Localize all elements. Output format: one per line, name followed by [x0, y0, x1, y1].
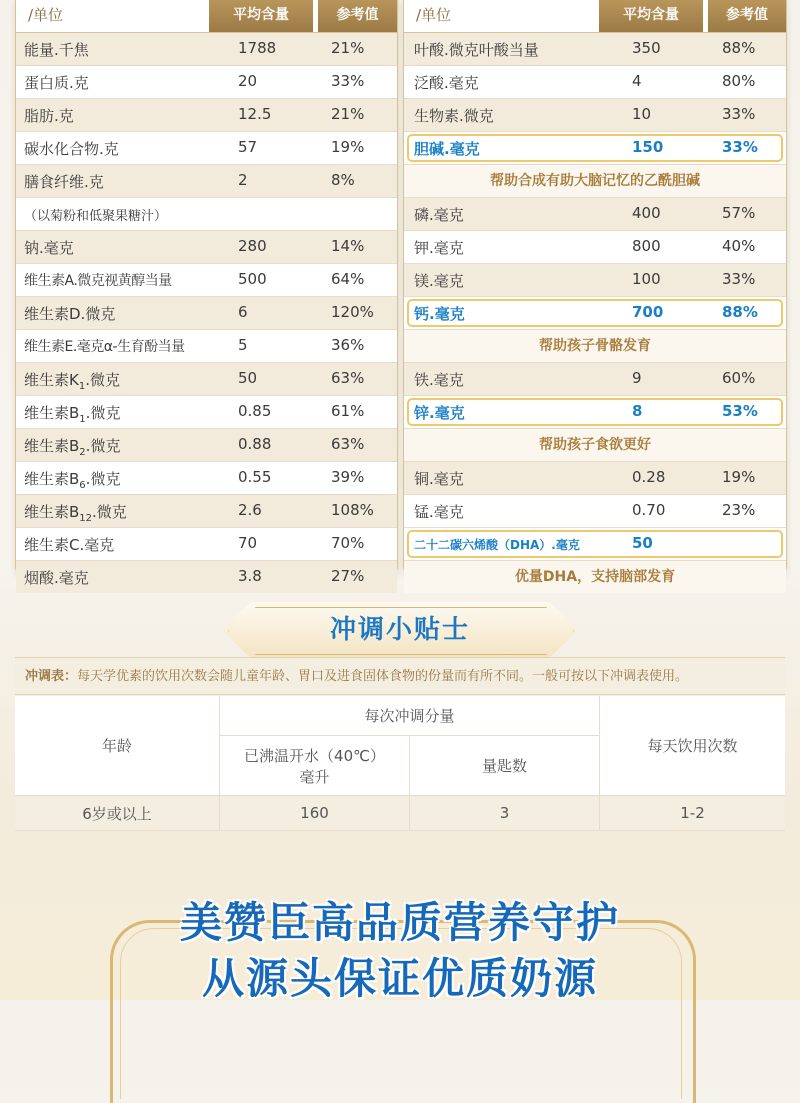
nutrient-value: 2 [238, 171, 248, 189]
nutrient-ref: 8% [331, 171, 355, 189]
table-header [16, 0, 397, 33]
nutrient-value: 3.8 [238, 567, 262, 585]
ref-header: 参考值 [318, 0, 397, 32]
table-row [404, 264, 786, 297]
nutrient-value: 500 [238, 270, 267, 288]
table-row-highlight [404, 297, 786, 330]
nutrient-name: 锰.毫克 [414, 503, 464, 521]
table-row [404, 66, 786, 99]
nutrient-value: 9 [632, 369, 642, 387]
nutrient-name: 钠.毫克 [24, 239, 74, 257]
daily-header: 每天饮用次数 [600, 696, 785, 796]
table-row [16, 264, 397, 297]
nutrient-ref: 64% [331, 270, 365, 288]
table-row [404, 495, 786, 528]
benefit-note: 帮助合成有助大脑记忆的乙酰胆碱 [404, 165, 786, 198]
nutrient-ref: 23% [722, 501, 756, 519]
table-row [16, 66, 397, 99]
table-header [404, 0, 786, 33]
table-row [16, 33, 397, 66]
daily-cell: 1-2 [600, 796, 785, 831]
scoops-header: 量匙数 [410, 736, 600, 796]
nutrient-value: 0.28 [632, 468, 666, 486]
nutrient-value: 0.88 [238, 435, 272, 453]
table-row-highlight [404, 396, 786, 429]
avg-header: 平均含量 [599, 0, 703, 32]
tip-bar-label: 冲调表： [25, 669, 78, 684]
nutrient-name: 泛酸.毫克 [414, 74, 479, 92]
nutrient-name: 磷.毫克 [414, 206, 464, 224]
nutrient-name: 叶酸.微克叶酸当量 [414, 41, 539, 59]
nutrient-ref: 33% [722, 138, 758, 156]
nutrient-ref: 19% [331, 138, 365, 156]
table-row [16, 495, 397, 528]
nutrient-value: 150 [632, 138, 664, 156]
table-row [16, 297, 397, 330]
nutrient-name: 烟酸.毫克 [24, 569, 89, 587]
table-row-highlight [404, 132, 786, 165]
nutrient-ref: 40% [722, 237, 756, 255]
nutrient-name: 铜.毫克 [414, 470, 464, 488]
nutrient-value: 50 [238, 369, 258, 387]
table-row [404, 198, 786, 231]
nutrient-name: 维生素$K_1$.微克 [24, 371, 120, 392]
age-cell: 6岁或以上 [15, 796, 220, 831]
nutrient-value: 70 [238, 534, 258, 552]
nutrient-name: 生物素.微克 [414, 107, 494, 125]
nutrient-value: 12.5 [238, 105, 272, 123]
nutrient-ref: 108% [331, 501, 374, 519]
nutrient-value: 0.55 [238, 468, 272, 486]
nutrient-ref: 80% [722, 72, 756, 90]
nutrient-ref: 39% [331, 468, 365, 486]
table-row [16, 198, 397, 231]
tip-bar [15, 657, 785, 695]
nutrient-ref: 14% [331, 237, 365, 255]
nutrient-ref: 70% [331, 534, 365, 552]
table-row-highlight [404, 528, 786, 561]
nutrient-name: 维生素$B_{12}$.微克 [24, 503, 127, 524]
tip-bar-text: 每天学优素的饮用次数会随儿童年龄、胃口及进食固体食物的份量而有所不同。一般可按以下冲调表使用。 [77, 669, 689, 684]
table-row [404, 231, 786, 264]
nutrient-name: 锌.毫克 [414, 404, 465, 422]
nutrient-name: 二十二碳六烯酸（DHA）.毫克 [414, 538, 580, 552]
table-row [16, 231, 397, 264]
nutrient-value: 2.6 [238, 501, 262, 519]
nutrient-value: 1788 [238, 39, 277, 57]
nutrient-ref: 36% [331, 336, 365, 354]
table-row [16, 363, 397, 396]
nutrient-value: 800 [632, 237, 661, 255]
nutrient-ref: 33% [722, 270, 756, 288]
nutrient-ref: 53% [722, 402, 758, 420]
nutrient-name: 碳水化合物.克 [24, 140, 119, 158]
nutrient-value: 0.85 [238, 402, 272, 420]
nutrient-value: 8 [632, 402, 643, 420]
brand-banner [0, 880, 800, 1003]
nutrient-value: 10 [632, 105, 652, 123]
nutrient-ref: 21% [331, 39, 365, 57]
ref-header: 参考值 [708, 0, 786, 32]
table-row [16, 165, 397, 198]
age-header: 年龄 [15, 696, 220, 796]
nutrient-name: 镁.毫克 [414, 272, 464, 290]
water-header: 已沸温开水（40℃） 毫升 [220, 736, 410, 796]
table-row [16, 561, 397, 593]
table-row [16, 429, 397, 462]
nutrient-name: 钙.毫克 [414, 305, 465, 323]
nutrient-ref: 63% [331, 369, 365, 387]
water-cell: 160 [220, 796, 410, 831]
nutrient-ref: 33% [722, 105, 756, 123]
benefit-note: 优量DHA，支持脑部发育 [404, 561, 786, 593]
nutrient-ref: 33% [331, 72, 365, 90]
nutrient-value: 100 [632, 270, 661, 288]
per-serving-header: 每次冲调分量 [220, 696, 600, 736]
benefit-note: 帮助孩子骨骼发育 [404, 330, 786, 363]
nutrient-name: 维生素$B_6$.微克 [24, 470, 121, 491]
nutrient-value: 50 [632, 534, 653, 552]
nutrient-value: 20 [238, 72, 258, 90]
nutrient-name: 维生素A.微克视黄醇当量 [24, 273, 172, 289]
table-row [16, 132, 397, 165]
nutrient-value: 4 [632, 72, 642, 90]
nutrient-name: 维生素C.毫克 [24, 536, 115, 554]
banner-line-1: 美赞臣高品质营养守护 [179, 898, 620, 947]
mixing-table [15, 696, 785, 831]
nutrition-table-left [15, 0, 398, 587]
nutrient-name: 铁.毫克 [414, 371, 464, 389]
nutrient-ref: 27% [331, 567, 365, 585]
scoops-cell: 3 [410, 796, 600, 831]
table-row [16, 396, 397, 429]
nutrient-name: 维生素D.微克 [24, 305, 116, 323]
nutrient-value: 400 [632, 204, 661, 222]
nutrient-value: 0.70 [632, 501, 666, 519]
table-row [16, 99, 397, 132]
table-row [404, 462, 786, 495]
nutrient-value: 5 [238, 336, 248, 354]
table-row [404, 33, 786, 66]
unit-header: /单位 [28, 6, 64, 24]
nutrient-name: 能量.千焦 [24, 41, 89, 59]
nutrient-value: 280 [238, 237, 267, 255]
nutrient-ref: 21% [331, 105, 365, 123]
table-row [404, 363, 786, 396]
nutrient-name: 维生素E.毫克α-生育酚当量 [24, 339, 185, 355]
nutrient-ref: 88% [722, 39, 756, 57]
nutrient-name: 胆碱.毫克 [414, 140, 480, 158]
tips-title-badge [222, 602, 578, 658]
nutrient-name: 膳食纤维.克 [24, 173, 104, 191]
table-row [404, 99, 786, 132]
nutrient-ref: 63% [331, 435, 365, 453]
nutrient-ref: 88% [722, 303, 758, 321]
nutrient-value: 57 [238, 138, 258, 156]
nutrient-name: 脂肪.克 [24, 107, 74, 125]
nutrient-ref: 57% [722, 204, 756, 222]
banner-line-2: 从源头保证优质奶源 [201, 954, 598, 1003]
nutrient-ref: 120% [331, 303, 374, 321]
nutrient-name: 维生素$B_2$.微克 [24, 437, 121, 458]
nutrient-value: 6 [238, 303, 248, 321]
nutrient-ref: 61% [331, 402, 365, 420]
nutrient-ref: 60% [722, 369, 756, 387]
nutrition-table-right [403, 0, 787, 585]
nutrient-name: （以菊粉和低聚果糖汁） [24, 209, 168, 224]
nutrient-ref: 19% [722, 468, 756, 486]
nutrient-name: 维生素$B_1$.微克 [24, 404, 121, 425]
unit-header: /单位 [416, 6, 452, 24]
table-row [16, 330, 397, 363]
benefit-note: 帮助孩子食欲更好 [404, 429, 786, 462]
tips-title: 冲调小贴士 [329, 615, 470, 645]
table-row [16, 528, 397, 561]
nutrient-value: 350 [632, 39, 661, 57]
nutrient-name: 蛋白质.克 [24, 74, 89, 92]
avg-header: 平均含量 [209, 0, 313, 32]
nutrient-name: 钾.毫克 [414, 239, 464, 257]
table-row [16, 462, 397, 495]
nutrient-value: 700 [632, 303, 664, 321]
